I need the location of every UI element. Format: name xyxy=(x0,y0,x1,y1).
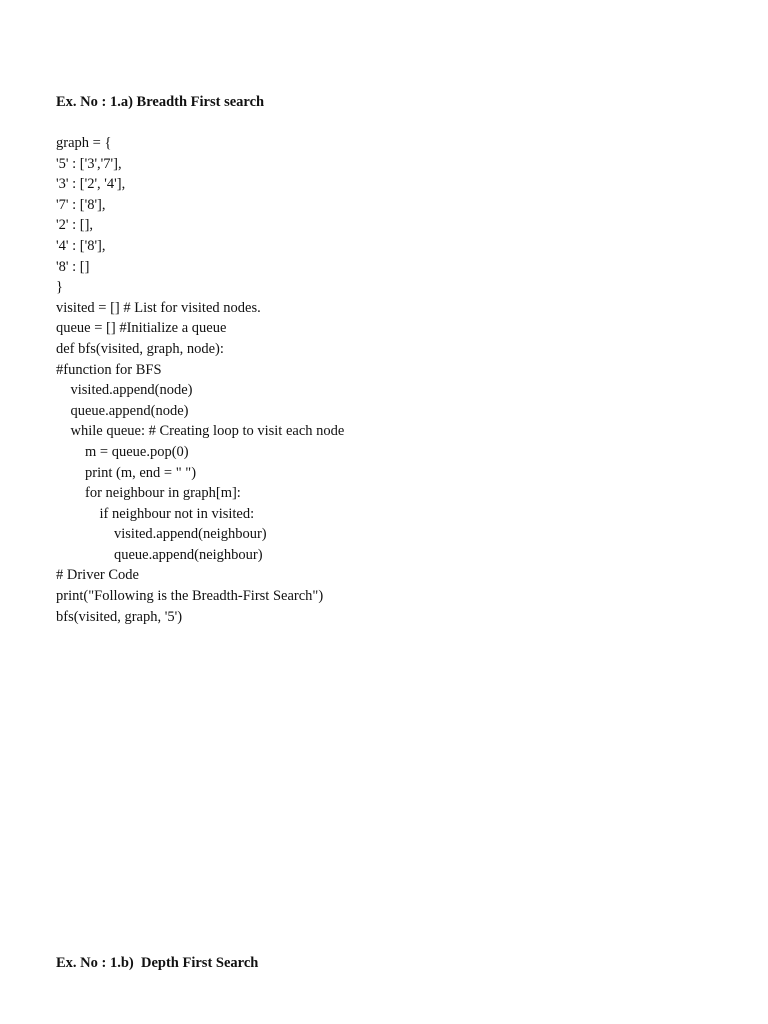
code-line: visited = [] # List for visited nodes. xyxy=(56,299,261,316)
code-line: visited.append(node) xyxy=(56,382,193,399)
bfs-code-block xyxy=(56,133,344,627)
code-line: for neighbour in graph[m]: xyxy=(56,485,241,502)
code-line: '7' : ['8'], xyxy=(56,196,106,213)
code-line: } xyxy=(56,279,63,296)
code-line: while queue: # Creating loop to visit each node xyxy=(56,423,345,440)
code-line: '8' : [] xyxy=(56,258,90,275)
code-line: m = queue.pop(0) xyxy=(56,443,189,460)
code-line: queue = [] #Initialize a queue xyxy=(56,320,227,337)
code-line: visited.append(neighbour) xyxy=(56,526,267,543)
code-line: '5' : ['3','7'], xyxy=(56,155,122,172)
code-line: print("Following is the Breadth-First Search") xyxy=(56,588,324,605)
code-line: '4' : ['8'], xyxy=(56,237,106,254)
code-line: bfs(visited, graph, '5') xyxy=(56,608,183,625)
code-line: # Driver Code xyxy=(56,567,139,584)
code-line: queue.append(node) xyxy=(56,402,189,419)
code-line: print (m, end = " ") xyxy=(56,464,197,481)
code-line: if neighbour not in visited: xyxy=(56,505,255,522)
heading-bfs: Ex. No : 1.a) Breadth First search xyxy=(56,94,265,110)
code-line: def bfs(visited, graph, node): xyxy=(56,340,224,357)
heading-dfs: Ex. No : 1.b) Depth First Search xyxy=(56,955,259,971)
code-line: queue.append(neighbour) xyxy=(56,546,263,563)
code-line: #function for BFS xyxy=(56,361,162,378)
code-line: graph = { xyxy=(56,135,112,151)
code-line: '2' : [], xyxy=(56,217,94,234)
code-line: '3' : ['2', '4'], xyxy=(56,176,126,193)
